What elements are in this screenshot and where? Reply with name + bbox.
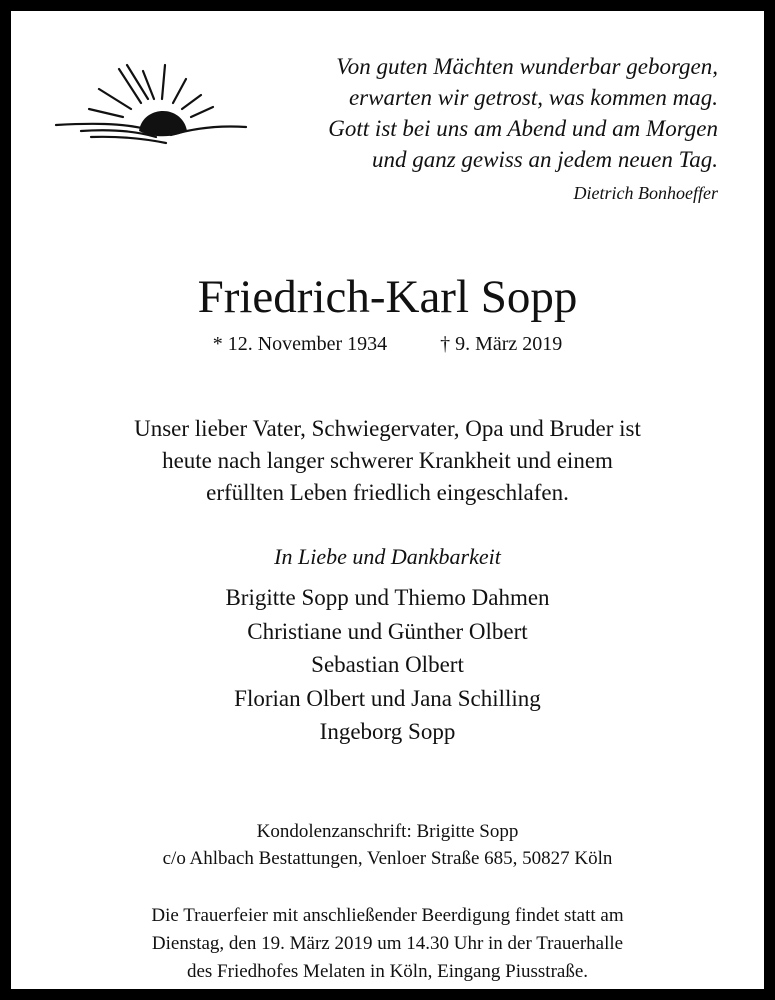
condolence-address: [11, 818, 764, 872]
mourner-name: Brigitte Sopp und Thiemo Dahmen: [225, 585, 550, 610]
funeral-line: Die Trauerfeier mit anschließender Beerdigung findet statt am: [151, 905, 624, 926]
mourners-list: [11, 581, 764, 749]
quote-line: Von guten Mächten wunderbar geborgen,: [336, 54, 718, 79]
announcement-line: Unser lieber Vater, Schwiegervater, Opa und Bruder ist: [134, 416, 641, 441]
bonhoeffer-quote: [198, 51, 718, 209]
life-dates: [11, 331, 764, 357]
announcement-text: [11, 413, 764, 509]
quote-author: Dietrich Bonhoeffer: [573, 183, 718, 203]
mourner-name: Christiane und Günther Olbert: [247, 618, 528, 644]
quote-line: erwarten wir getrost, was kommen mag.: [348, 85, 718, 110]
mourner-name: Florian Olbert und Jana Schilling: [234, 685, 541, 711]
address-line: Kondolenzanschrift: Brigitte Sopp: [256, 821, 519, 842]
quote-line: und ganz gewiss an jedem neuen Tag.: [371, 147, 718, 172]
mourner-name: Ingeborg Sopp: [319, 719, 456, 744]
announcement-line: heute nach langer schwerer Krankheit und einem: [162, 448, 613, 473]
deceased-name: Friedrich-Karl Sopp: [197, 271, 578, 323]
announcement-line: erfüllten Leben friedlich eingeschlafen.: [206, 480, 569, 505]
dedication: In Liebe und Dankbarkeit: [274, 544, 501, 569]
birth-date: * 12. November 1934: [212, 333, 388, 355]
mourner-name: Sebastian Olbert: [311, 652, 464, 677]
funeral-line: Dienstag, den 19. März 2019 um 14.30 Uhr in der Trauerhalle: [151, 933, 624, 954]
address-line: c/o Ahlbach Bestattungen, Venloer Straße 685, 50827 Köln: [162, 848, 613, 869]
death-date: † 9. März 2019: [440, 333, 563, 355]
funeral-details: [11, 902, 764, 986]
funeral-line: des Friedhofes Melaten in Köln, Eingang Piusstraße.: [186, 961, 589, 982]
quote-line: Gott ist bei uns am Abend und am Morgen: [328, 116, 718, 141]
